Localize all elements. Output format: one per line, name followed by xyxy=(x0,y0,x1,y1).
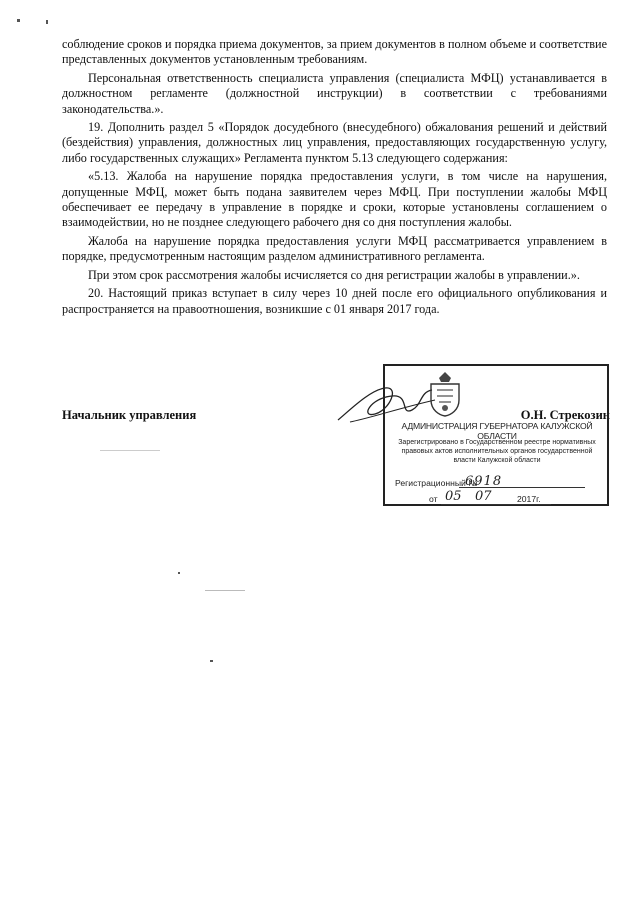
stamp-date-label: от xyxy=(429,494,438,504)
paragraph-3: 19. Дополнить раздел 5 «Порядок досудебного (внесудебного) обжалования решений и действий (бездействия) управления, должностных лиц управления, предоставляющих государственную услугу, либо государственных служащих» Регламента пунктом 5.13 следующего содержания: xyxy=(62,120,607,165)
signatory-name: О.Н. Стрекозин xyxy=(520,408,610,422)
stamp-organization: АДМИНИСТРАЦИЯ ГУБЕРНАТОРА КАЛУЖСКОЙ ОБЛАСТИ xyxy=(401,421,593,441)
coat-of-arms-icon xyxy=(425,370,465,418)
scan-speck xyxy=(100,450,160,451)
scan-speck xyxy=(17,19,20,22)
stamp-reg-number: 6918 xyxy=(465,474,503,489)
paragraph-5: Жалоба на нарушение порядка предоставления услуги МФЦ рассматривается управлением в порядке, предусмотренным настоящим разделом административного регламента. xyxy=(62,233,607,264)
paragraph-4: «5.13. Жалоба на нарушение порядка предоставления услуги, в том числе на нарушения, допущенные МФЦ, может быть подана заявителем через МФЦ. При поступлении жалобы МФЦ обеспечивает ее передачу в управление в порядке и сроки, которые установлены соглашением о взаимодействии, но не позднее следующего рабочего дня со дня поступления жалобы. xyxy=(62,169,607,230)
signatory-position: Начальник управления xyxy=(62,408,197,422)
stamp-month: 07 xyxy=(475,489,492,504)
scan-speck xyxy=(205,590,245,591)
paragraph-7: 20. Настоящий приказ вступает в силу через 10 дней после его официального опубликования и распространяется на правоотношения, возникшие с 01 января 2017 года. xyxy=(62,286,607,316)
paragraph-2: Персональная ответственность специалиста управления (специалиста МФЦ) устанавливается в должностном регламенте (должностной инструкции) в соответствии с требованиями законодательства.». xyxy=(62,70,607,116)
stamp-registration-note: Зарегистрировано в Государственном реестре нормативных правовых актов исполнительных органов государственной власти Калужской области xyxy=(398,439,596,464)
stamp-underline xyxy=(459,487,585,488)
stamp-day: 05 xyxy=(445,489,462,504)
paragraph-1: соблюдение сроков и порядка приема документов, за прием документов в полном объеме и соответствие представленных документов установленным требованиям. xyxy=(62,37,607,67)
scan-speck xyxy=(210,660,213,662)
scan-speck xyxy=(178,572,180,574)
registration-stamp xyxy=(383,364,609,506)
stamp-year: 2017г. xyxy=(517,494,541,504)
paragraph-6: При этом срок рассмотрения жалобы исчисляется со дня регистрации жалобы в управлении.». xyxy=(88,267,580,282)
stamp-date-underline xyxy=(441,504,551,505)
stamp-reg-label: Регистрационный № xyxy=(395,478,478,488)
scan-speck xyxy=(46,20,48,24)
document-body xyxy=(62,37,607,320)
